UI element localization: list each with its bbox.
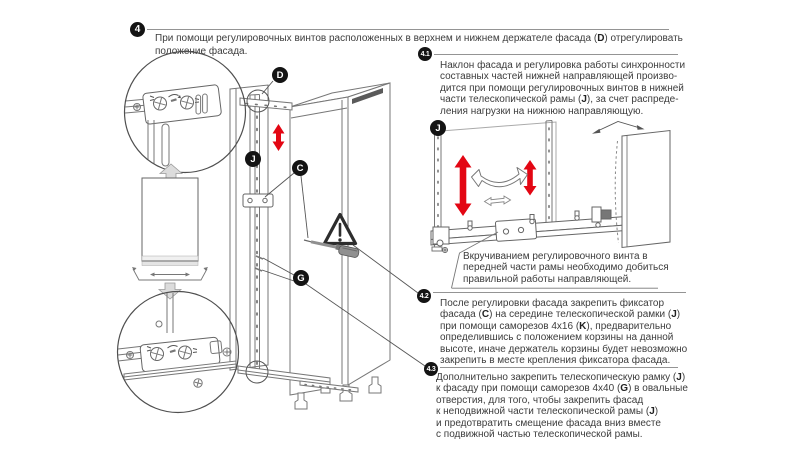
- part-label-D: D: [272, 67, 288, 83]
- section-4-text: При помощи регулировочных винтов расположенных в верхнем и нижнем держателе фасада (D) отрегулировать положение фасада.: [155, 33, 683, 57]
- part-label-J-frame: J: [430, 120, 446, 136]
- section-41-text: Наклон фасада и регулировка работы синхронности составных частей нижней направляющей произво- дится при помощи регулировочных винтов в нижней части телескопической рамы (J), за счет распреде- ления нагрузки на нижнюю направляющую.: [440, 60, 686, 117]
- facade-backing-panel: [441, 122, 556, 238]
- section-43-rule: [440, 367, 678, 368]
- section-41-badge: 4.1: [418, 47, 432, 61]
- part-label-J: J: [245, 151, 261, 167]
- section-42-text: После регулировки фасада закрепить фиксатор фасада (C) на середине телескопической рамки (J) при помощи саморезов 4x16 (K), предварительно определившись с положением корзины на данной высоте, иначе держатель корзины будет невозможно закрепить в месте крепления фиксатора фасада.: [440, 298, 688, 367]
- tilt-direction-arrow: [592, 122, 645, 134]
- part-label-G: G: [293, 270, 309, 286]
- section-4-badge: 4: [130, 22, 145, 37]
- section-41-callout-text: Вкручиванием регулировочного винта в передней части рамы необходимо добиться правильной работы направляющей.: [463, 251, 669, 285]
- up-down-red-arrow-small: [273, 124, 285, 151]
- facade-panel-front-view: [132, 164, 208, 299]
- main-assembly-diagram: [110, 55, 440, 425]
- section-43-text: Дополнительно закрепить телескопическую рамку (J) к фасаду при помощи саморезов 4x40 (G) в овальные отверстия, для того, чтобы закрепить фасад к неподвижной части телескопической рамы (J) и предотвратить смещение фасада вниз вместе с подвижной частью телескопической рамы.: [436, 372, 688, 441]
- up-hollow-arrow: [160, 164, 182, 179]
- section-42-badge: 4.2: [417, 289, 431, 303]
- tilted-facade-panel: [615, 131, 670, 248]
- section-41-rule: [434, 54, 678, 55]
- part-label-C: C: [292, 160, 308, 176]
- detail-view-top: [125, 84, 222, 172]
- section-42-rule: [433, 292, 686, 293]
- section-43-badge: 4.3: [424, 362, 438, 376]
- section-4-rule: [147, 29, 669, 30]
